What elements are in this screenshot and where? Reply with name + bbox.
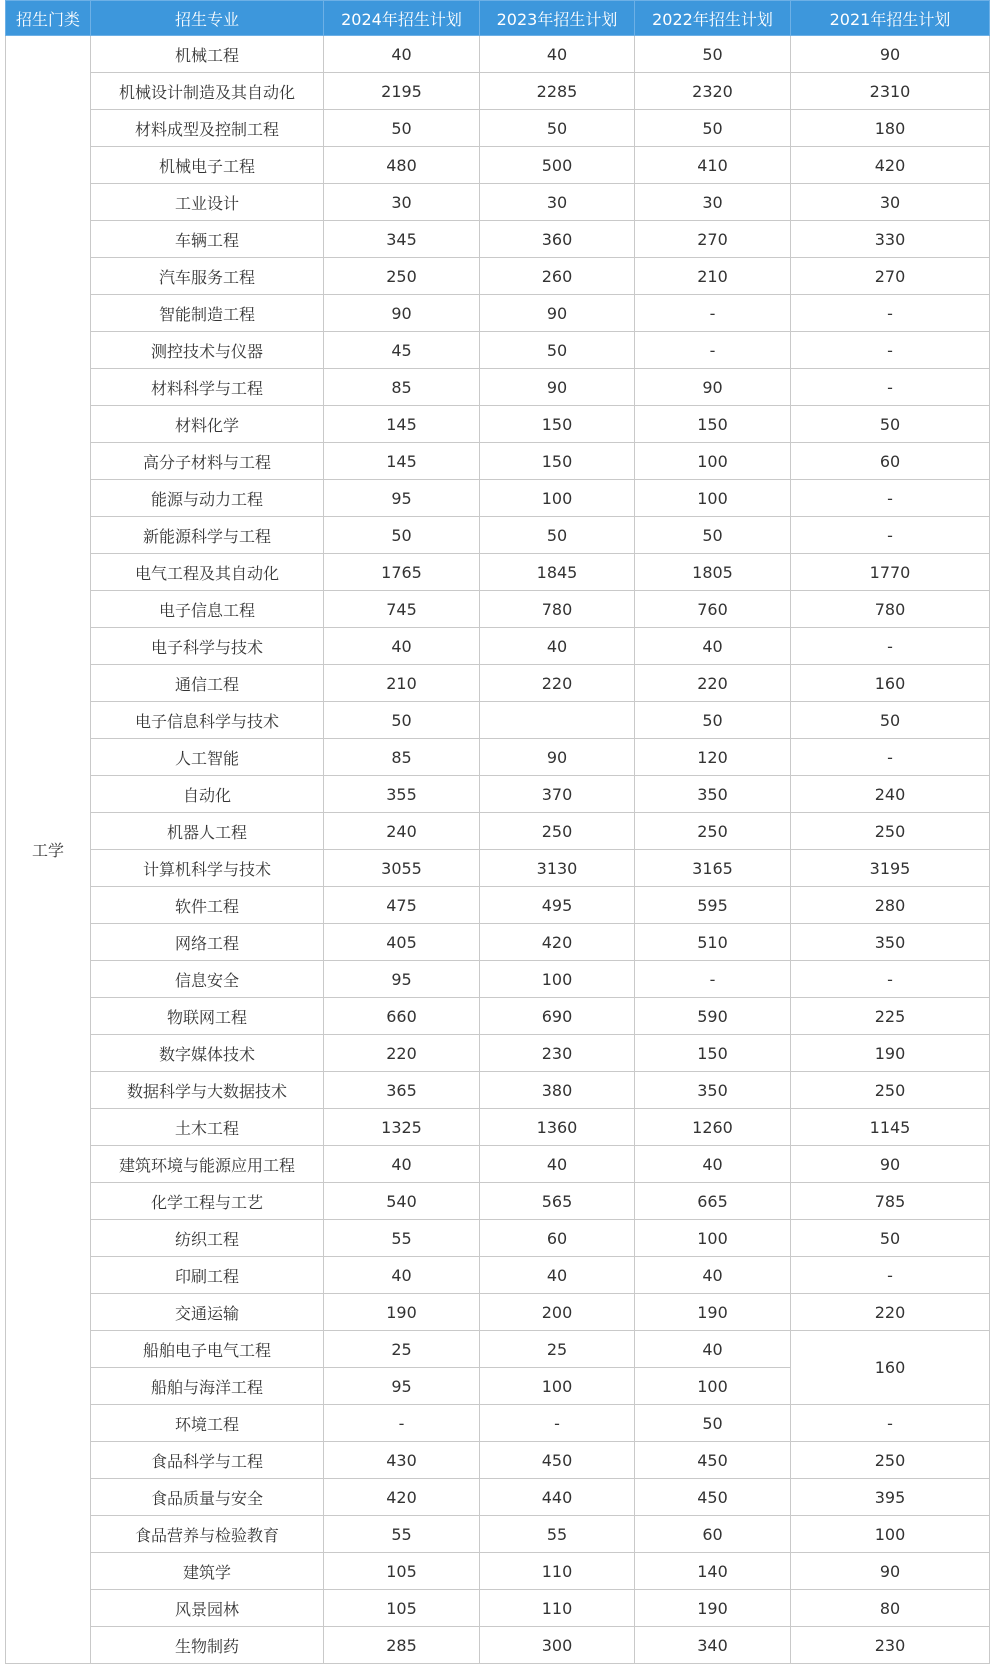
plan-2022-cell: 50 bbox=[635, 517, 791, 554]
plan-2022-cell: 100 bbox=[635, 443, 791, 480]
major-cell: 车辆工程 bbox=[91, 221, 324, 258]
plan-2024-cell: 25 bbox=[324, 1331, 480, 1368]
plan-2024-cell: 3055 bbox=[324, 850, 480, 887]
plan-2021-cell: 2310 bbox=[791, 73, 990, 110]
plan-2022-cell: 150 bbox=[635, 406, 791, 443]
plan-2023-cell: 450 bbox=[480, 1442, 635, 1479]
enrollment-plan-table bbox=[5, 0, 990, 1664]
plan-2022-cell: 510 bbox=[635, 924, 791, 961]
table-row bbox=[6, 1294, 990, 1331]
plan-2024-cell: 85 bbox=[324, 739, 480, 776]
plan-2022-cell: 2320 bbox=[635, 73, 791, 110]
plan-2022-cell: 100 bbox=[635, 480, 791, 517]
plan-2024-cell: 420 bbox=[324, 1479, 480, 1516]
plan-2024-cell: 430 bbox=[324, 1442, 480, 1479]
plan-2022-cell: 120 bbox=[635, 739, 791, 776]
major-cell: 机械工程 bbox=[91, 36, 324, 73]
plan-2023-cell: 2285 bbox=[480, 73, 635, 110]
plan-2023-cell: 495 bbox=[480, 887, 635, 924]
plan-2022-cell: 1805 bbox=[635, 554, 791, 591]
plan-2023-cell: 25 bbox=[480, 1331, 635, 1368]
table-row bbox=[6, 1257, 990, 1294]
plan-2021-cell: 90 bbox=[791, 1553, 990, 1590]
plan-2021-cell: - bbox=[791, 295, 990, 332]
major-cell: 船舶电子电气工程 bbox=[91, 1331, 324, 1368]
plan-2023-cell: 40 bbox=[480, 1146, 635, 1183]
plan-2022-cell: 40 bbox=[635, 1146, 791, 1183]
major-cell: 土木工程 bbox=[91, 1109, 324, 1146]
plan-2024-cell: 145 bbox=[324, 406, 480, 443]
plan-2023-cell: 150 bbox=[480, 443, 635, 480]
plan-2021-cell: 225 bbox=[791, 998, 990, 1035]
plan-2023-cell: 380 bbox=[480, 1072, 635, 1109]
table-row bbox=[6, 1109, 990, 1146]
table-row bbox=[6, 295, 990, 332]
plan-2022-cell: 450 bbox=[635, 1442, 791, 1479]
major-cell: 建筑学 bbox=[91, 1553, 324, 1590]
table-row bbox=[6, 369, 990, 406]
plan-2023-cell: 150 bbox=[480, 406, 635, 443]
plan-2024-cell: 660 bbox=[324, 998, 480, 1035]
table-row bbox=[6, 1516, 990, 1553]
plan-2022-cell: 3165 bbox=[635, 850, 791, 887]
plan-2021-cell: 270 bbox=[791, 258, 990, 295]
table-row bbox=[6, 665, 990, 702]
plan-2022-cell: 50 bbox=[635, 36, 791, 73]
plan-2022-cell: 190 bbox=[635, 1294, 791, 1331]
plan-2021-cell: 330 bbox=[791, 221, 990, 258]
plan-2024-cell: 1325 bbox=[324, 1109, 480, 1146]
plan-2021-cell: - bbox=[791, 739, 990, 776]
plan-2021-cell: 785 bbox=[791, 1183, 990, 1220]
table-row bbox=[6, 776, 990, 813]
table-row bbox=[6, 739, 990, 776]
major-cell: 材料化学 bbox=[91, 406, 324, 443]
major-cell: 电子科学与技术 bbox=[91, 628, 324, 665]
major-cell: 电气工程及其自动化 bbox=[91, 554, 324, 591]
plan-2023-cell: 50 bbox=[480, 110, 635, 147]
plan-2023-cell: - bbox=[480, 1405, 635, 1442]
plan-2024-cell: 240 bbox=[324, 813, 480, 850]
table-row bbox=[6, 258, 990, 295]
plan-2022-cell: 40 bbox=[635, 1331, 791, 1368]
plan-2024-cell: 145 bbox=[324, 443, 480, 480]
plan-2021-cell: 250 bbox=[791, 1442, 990, 1479]
major-cell: 汽车服务工程 bbox=[91, 258, 324, 295]
major-cell: 计算机科学与技术 bbox=[91, 850, 324, 887]
plan-2021-cell: 50 bbox=[791, 1220, 990, 1257]
plan-2021-cell: 3195 bbox=[791, 850, 990, 887]
table-row bbox=[6, 36, 990, 73]
plan-2021-cell: 50 bbox=[791, 702, 990, 739]
plan-2023-cell: 200 bbox=[480, 1294, 635, 1331]
plan-2022-cell: 450 bbox=[635, 1479, 791, 1516]
plan-2023-cell: 300 bbox=[480, 1627, 635, 1664]
plan-2023-cell: 565 bbox=[480, 1183, 635, 1220]
major-cell: 食品质量与安全 bbox=[91, 1479, 324, 1516]
major-cell: 能源与动力工程 bbox=[91, 480, 324, 517]
plan-2023-cell: 1845 bbox=[480, 554, 635, 591]
plan-2023-cell: 30 bbox=[480, 184, 635, 221]
plan-2021-cell: 1770 bbox=[791, 554, 990, 591]
plan-2023-cell: 100 bbox=[480, 1368, 635, 1405]
plan-2024-cell: 345 bbox=[324, 221, 480, 258]
plan-2023-cell: 780 bbox=[480, 591, 635, 628]
plan-2023-cell: 40 bbox=[480, 1257, 635, 1294]
plan-2024-cell: - bbox=[324, 1405, 480, 1442]
plan-2024-cell: 95 bbox=[324, 1368, 480, 1405]
table-row bbox=[6, 998, 990, 1035]
table-row bbox=[6, 813, 990, 850]
major-cell: 建筑环境与能源应用工程 bbox=[91, 1146, 324, 1183]
major-cell: 数据科学与大数据技术 bbox=[91, 1072, 324, 1109]
table-row bbox=[6, 1553, 990, 1590]
table-row bbox=[6, 1035, 990, 1072]
plan-2022-cell: 350 bbox=[635, 776, 791, 813]
plan-2024-cell: 2195 bbox=[324, 73, 480, 110]
plan-2022-cell: 90 bbox=[635, 369, 791, 406]
table-row bbox=[6, 961, 990, 998]
table-row bbox=[6, 1331, 990, 1368]
plan-2022-cell: 1260 bbox=[635, 1109, 791, 1146]
plan-2021-cell: - bbox=[791, 480, 990, 517]
plan-2024-cell: 50 bbox=[324, 517, 480, 554]
major-cell: 食品科学与工程 bbox=[91, 1442, 324, 1479]
plan-2021-cell: 160 bbox=[791, 665, 990, 702]
plan-2021-cell: 190 bbox=[791, 1035, 990, 1072]
major-cell: 智能制造工程 bbox=[91, 295, 324, 332]
plan-2021-cell: - bbox=[791, 332, 990, 369]
major-cell: 电子信息工程 bbox=[91, 591, 324, 628]
plan-2021-cell: 250 bbox=[791, 813, 990, 850]
plan-2024-cell: 355 bbox=[324, 776, 480, 813]
plan-2021-cell: 90 bbox=[791, 1146, 990, 1183]
plan-2024-cell: 210 bbox=[324, 665, 480, 702]
plan-2022-cell: - bbox=[635, 295, 791, 332]
plan-2021-cell: 395 bbox=[791, 1479, 990, 1516]
plan-2021-cell: 90 bbox=[791, 36, 990, 73]
plan-2024-cell: 90 bbox=[324, 295, 480, 332]
header-plan-2023: 2023年招生计划 bbox=[480, 1, 635, 36]
header-major: 招生专业 bbox=[91, 1, 324, 36]
table-body bbox=[6, 36, 990, 1664]
plan-2021-cell: 280 bbox=[791, 887, 990, 924]
major-cell: 新能源科学与工程 bbox=[91, 517, 324, 554]
plan-2021-cell: - bbox=[791, 628, 990, 665]
plan-2023-cell: 250 bbox=[480, 813, 635, 850]
category-cell: 工学 bbox=[6, 36, 91, 1664]
header-plan-2022: 2022年招生计划 bbox=[635, 1, 791, 36]
plan-2024-cell: 50 bbox=[324, 702, 480, 739]
plan-2022-cell: 190 bbox=[635, 1590, 791, 1627]
plan-2024-cell: 55 bbox=[324, 1220, 480, 1257]
plan-2022-cell: 410 bbox=[635, 147, 791, 184]
plan-2023-cell: 360 bbox=[480, 221, 635, 258]
major-cell: 化学工程与工艺 bbox=[91, 1183, 324, 1220]
plan-2022-cell: 140 bbox=[635, 1553, 791, 1590]
major-cell: 环境工程 bbox=[91, 1405, 324, 1442]
plan-2023-cell: 40 bbox=[480, 628, 635, 665]
plan-2024-cell: 105 bbox=[324, 1590, 480, 1627]
plan-2022-cell: 50 bbox=[635, 702, 791, 739]
plan-2024-cell: 475 bbox=[324, 887, 480, 924]
table-row bbox=[6, 1220, 990, 1257]
plan-2024-cell: 220 bbox=[324, 1035, 480, 1072]
table-row bbox=[6, 554, 990, 591]
plan-2022-cell: 595 bbox=[635, 887, 791, 924]
table-row bbox=[6, 628, 990, 665]
plan-2024-cell: 30 bbox=[324, 184, 480, 221]
major-cell: 软件工程 bbox=[91, 887, 324, 924]
plan-2021-cell: 160 bbox=[791, 1331, 990, 1405]
major-cell: 自动化 bbox=[91, 776, 324, 813]
plan-2023-cell: 260 bbox=[480, 258, 635, 295]
plan-2021-cell: 180 bbox=[791, 110, 990, 147]
plan-2024-cell: 95 bbox=[324, 480, 480, 517]
table-row bbox=[6, 887, 990, 924]
plan-2022-cell: 40 bbox=[635, 628, 791, 665]
plan-2022-cell: 100 bbox=[635, 1368, 791, 1405]
plan-2021-cell: 60 bbox=[791, 443, 990, 480]
table-row bbox=[6, 1072, 990, 1109]
plan-2021-cell: 80 bbox=[791, 1590, 990, 1627]
table-row bbox=[6, 184, 990, 221]
plan-2024-cell: 40 bbox=[324, 628, 480, 665]
major-cell: 食品营养与检验教育 bbox=[91, 1516, 324, 1553]
major-cell: 材料成型及控制工程 bbox=[91, 110, 324, 147]
plan-2023-cell: 90 bbox=[480, 739, 635, 776]
plan-2022-cell: 50 bbox=[635, 110, 791, 147]
table-row bbox=[6, 924, 990, 961]
plan-2022-cell: 30 bbox=[635, 184, 791, 221]
plan-2024-cell: 95 bbox=[324, 961, 480, 998]
plan-2023-cell: 690 bbox=[480, 998, 635, 1035]
plan-2022-cell: - bbox=[635, 332, 791, 369]
plan-2023-cell: 110 bbox=[480, 1553, 635, 1590]
plan-2021-cell: 780 bbox=[791, 591, 990, 628]
table-row bbox=[6, 1590, 990, 1627]
plan-2022-cell: 350 bbox=[635, 1072, 791, 1109]
table-header bbox=[6, 1, 990, 36]
header-plan-2021: 2021年招生计划 bbox=[791, 1, 990, 36]
table-row bbox=[6, 517, 990, 554]
table-row bbox=[6, 702, 990, 739]
major-cell: 印刷工程 bbox=[91, 1257, 324, 1294]
plan-2022-cell: 590 bbox=[635, 998, 791, 1035]
table-row bbox=[6, 1442, 990, 1479]
table-row bbox=[6, 591, 990, 628]
plan-2023-cell: 90 bbox=[480, 295, 635, 332]
plan-2021-cell: 240 bbox=[791, 776, 990, 813]
major-cell: 电子信息科学与技术 bbox=[91, 702, 324, 739]
table-row bbox=[6, 1183, 990, 1220]
major-cell: 交通运输 bbox=[91, 1294, 324, 1331]
major-cell: 测控技术与仪器 bbox=[91, 332, 324, 369]
table-row bbox=[6, 147, 990, 184]
plan-2024-cell: 405 bbox=[324, 924, 480, 961]
plan-2021-cell: 100 bbox=[791, 1516, 990, 1553]
table-row bbox=[6, 850, 990, 887]
major-cell: 材料科学与工程 bbox=[91, 369, 324, 406]
plan-2021-cell: - bbox=[791, 961, 990, 998]
major-cell: 船舶与海洋工程 bbox=[91, 1368, 324, 1405]
plan-2023-cell: 100 bbox=[480, 961, 635, 998]
plan-2024-cell: 480 bbox=[324, 147, 480, 184]
plan-2023-cell: 440 bbox=[480, 1479, 635, 1516]
header-category: 招生门类 bbox=[6, 1, 91, 36]
plan-2021-cell: - bbox=[791, 1405, 990, 1442]
table-row bbox=[6, 110, 990, 147]
plan-2022-cell: - bbox=[635, 961, 791, 998]
plan-2022-cell: 210 bbox=[635, 258, 791, 295]
major-cell: 风景园林 bbox=[91, 1590, 324, 1627]
plan-2022-cell: 250 bbox=[635, 813, 791, 850]
plan-2024-cell: 40 bbox=[324, 1257, 480, 1294]
plan-2021-cell: - bbox=[791, 369, 990, 406]
major-cell: 生物制药 bbox=[91, 1627, 324, 1664]
major-cell: 信息安全 bbox=[91, 961, 324, 998]
plan-2024-cell: 250 bbox=[324, 258, 480, 295]
plan-2021-cell: 250 bbox=[791, 1072, 990, 1109]
plan-2023-cell bbox=[480, 702, 635, 739]
plan-2023-cell: 500 bbox=[480, 147, 635, 184]
plan-2021-cell: 50 bbox=[791, 406, 990, 443]
plan-2022-cell: 220 bbox=[635, 665, 791, 702]
plan-2022-cell: 665 bbox=[635, 1183, 791, 1220]
major-cell: 机械设计制造及其自动化 bbox=[91, 73, 324, 110]
plan-2024-cell: 85 bbox=[324, 369, 480, 406]
plan-2023-cell: 60 bbox=[480, 1220, 635, 1257]
plan-2024-cell: 40 bbox=[324, 36, 480, 73]
plan-2023-cell: 40 bbox=[480, 36, 635, 73]
plan-2024-cell: 45 bbox=[324, 332, 480, 369]
plan-2021-cell: 220 bbox=[791, 1294, 990, 1331]
plan-2021-cell: - bbox=[791, 1257, 990, 1294]
major-cell: 人工智能 bbox=[91, 739, 324, 776]
major-cell: 机器人工程 bbox=[91, 813, 324, 850]
plan-2024-cell: 540 bbox=[324, 1183, 480, 1220]
table-row bbox=[6, 1405, 990, 1442]
plan-2022-cell: 340 bbox=[635, 1627, 791, 1664]
plan-2021-cell: 230 bbox=[791, 1627, 990, 1664]
plan-2023-cell: 230 bbox=[480, 1035, 635, 1072]
major-cell: 纺织工程 bbox=[91, 1220, 324, 1257]
plan-2024-cell: 55 bbox=[324, 1516, 480, 1553]
plan-2023-cell: 100 bbox=[480, 480, 635, 517]
major-cell: 工业设计 bbox=[91, 184, 324, 221]
plan-2023-cell: 50 bbox=[480, 517, 635, 554]
plan-2021-cell: - bbox=[791, 517, 990, 554]
table-row bbox=[6, 1627, 990, 1664]
major-cell: 网络工程 bbox=[91, 924, 324, 961]
table-row bbox=[6, 73, 990, 110]
plan-2024-cell: 1765 bbox=[324, 554, 480, 591]
plan-2023-cell: 110 bbox=[480, 1590, 635, 1627]
major-cell: 物联网工程 bbox=[91, 998, 324, 1035]
plan-2022-cell: 40 bbox=[635, 1257, 791, 1294]
plan-2024-cell: 105 bbox=[324, 1553, 480, 1590]
plan-2021-cell: 30 bbox=[791, 184, 990, 221]
plan-2024-cell: 40 bbox=[324, 1146, 480, 1183]
plan-2021-cell: 350 bbox=[791, 924, 990, 961]
major-cell: 通信工程 bbox=[91, 665, 324, 702]
plan-2023-cell: 3130 bbox=[480, 850, 635, 887]
plan-2022-cell: 150 bbox=[635, 1035, 791, 1072]
plan-2024-cell: 365 bbox=[324, 1072, 480, 1109]
plan-2021-cell: 1145 bbox=[791, 1109, 990, 1146]
plan-2024-cell: 285 bbox=[324, 1627, 480, 1664]
table-row bbox=[6, 480, 990, 517]
table-row bbox=[6, 332, 990, 369]
plan-2023-cell: 90 bbox=[480, 369, 635, 406]
header-plan-2024: 2024年招生计划 bbox=[324, 1, 480, 36]
major-cell: 数字媒体技术 bbox=[91, 1035, 324, 1072]
plan-2024-cell: 745 bbox=[324, 591, 480, 628]
plan-2024-cell: 190 bbox=[324, 1294, 480, 1331]
table-row bbox=[6, 221, 990, 258]
table-row bbox=[6, 1479, 990, 1516]
plan-2023-cell: 370 bbox=[480, 776, 635, 813]
plan-2022-cell: 270 bbox=[635, 221, 791, 258]
major-cell: 高分子材料与工程 bbox=[91, 443, 324, 480]
plan-2023-cell: 55 bbox=[480, 1516, 635, 1553]
plan-2021-cell: 420 bbox=[791, 147, 990, 184]
plan-2023-cell: 50 bbox=[480, 332, 635, 369]
plan-2023-cell: 420 bbox=[480, 924, 635, 961]
table-row bbox=[6, 443, 990, 480]
plan-2024-cell: 50 bbox=[324, 110, 480, 147]
plan-2023-cell: 220 bbox=[480, 665, 635, 702]
header-row bbox=[6, 1, 990, 36]
table-row bbox=[6, 406, 990, 443]
table-row bbox=[6, 1146, 990, 1183]
plan-2022-cell: 760 bbox=[635, 591, 791, 628]
plan-2023-cell: 1360 bbox=[480, 1109, 635, 1146]
plan-2022-cell: 50 bbox=[635, 1405, 791, 1442]
major-cell: 机械电子工程 bbox=[91, 147, 324, 184]
plan-2022-cell: 100 bbox=[635, 1220, 791, 1257]
plan-2022-cell: 60 bbox=[635, 1516, 791, 1553]
